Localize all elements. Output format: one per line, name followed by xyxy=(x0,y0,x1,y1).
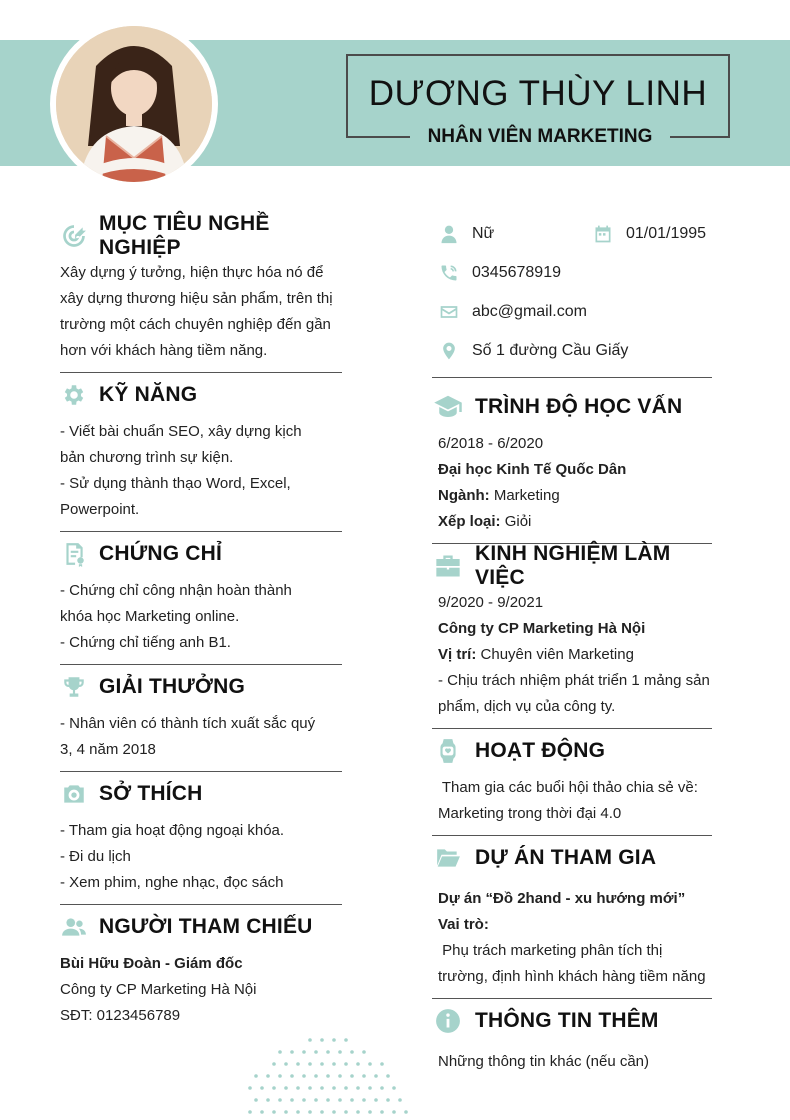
text-line: - Tham gia hoạt động ngoại khóa. xyxy=(60,822,285,839)
email-value: abc@gmail.com xyxy=(472,302,587,320)
decor-dot xyxy=(362,1098,366,1102)
section-hobbies xyxy=(60,772,342,905)
address-value: Số 1 đường Cầu Giấy xyxy=(472,341,629,359)
section-title: HOẠT ĐỘNG xyxy=(475,739,606,762)
decor-dot xyxy=(380,1086,384,1090)
section-header xyxy=(432,729,712,773)
decor-dot xyxy=(278,1050,282,1054)
section-contact xyxy=(432,214,712,378)
text-line: - Đi du lịch xyxy=(60,848,131,865)
decor-dot xyxy=(338,1074,342,1078)
text-line: hơn với khách hàng tiềm năng. xyxy=(60,342,268,359)
decor-dot xyxy=(266,1098,270,1102)
decor-dot xyxy=(368,1062,372,1066)
section-title: MỤC TIÊU NGHỀ NGHIỆP xyxy=(99,212,270,259)
decor-dot xyxy=(344,1062,348,1066)
decor-dot xyxy=(314,1074,318,1078)
decor-dot xyxy=(290,1074,294,1078)
role-label: Vai trò: xyxy=(438,916,489,933)
section-content xyxy=(432,773,712,835)
decor-dot xyxy=(272,1110,276,1114)
decor-dot xyxy=(248,1110,252,1114)
watch-icon xyxy=(432,737,464,765)
section-header xyxy=(60,532,342,576)
section-awards xyxy=(60,665,342,772)
text-line: khóa học Marketing online. xyxy=(60,608,240,625)
decor-dot xyxy=(392,1110,396,1114)
section-header xyxy=(60,665,342,709)
camera-icon xyxy=(60,780,88,808)
project-name: Dự án “Đồ 2hand - xu hướng mới” xyxy=(438,890,686,907)
decor-dot xyxy=(392,1086,396,1090)
decor-dot xyxy=(332,1086,336,1090)
gender-value: Nữ xyxy=(472,224,495,242)
text-line: bản chương trình sự kiện. xyxy=(60,449,234,466)
decor-dot xyxy=(308,1086,312,1090)
text-line: - Chứng chỉ công nhận hoàn thành xyxy=(60,582,292,599)
section-header xyxy=(432,544,712,588)
right-column xyxy=(432,214,712,1083)
decor-dot xyxy=(350,1098,354,1102)
calendar-icon xyxy=(592,223,614,245)
decor-dot xyxy=(302,1050,306,1054)
text-line: - Nhân viên có thành tích xuất sắc quý xyxy=(60,715,316,732)
decor-dot xyxy=(266,1074,270,1078)
text-line: trường, định hình khách hàng tiềm năng xyxy=(438,968,706,985)
text-line: - Xem phim, nghe nhạc, đọc sách xyxy=(60,874,284,891)
section-title: SỞ THÍCH xyxy=(99,782,203,805)
person-icon xyxy=(438,223,460,245)
section-header xyxy=(60,905,342,949)
decor-dot xyxy=(380,1110,384,1114)
decor-dot xyxy=(338,1098,342,1102)
text-line: - Chịu trách nhiệm phát triển 1 mảng sản xyxy=(438,672,710,689)
decor-dot xyxy=(332,1110,336,1114)
decor-dot xyxy=(344,1110,348,1114)
job-title: NHÂN VIÊN MARKETING xyxy=(410,124,670,150)
decor-dot xyxy=(260,1086,264,1090)
text-line: - Viết bài chuẩn SEO, xây dựng kịch xyxy=(60,423,302,440)
section-content xyxy=(60,709,342,771)
decor-dot xyxy=(368,1086,372,1090)
reference-company: Công ty CP Marketing Hà Nội xyxy=(60,981,257,998)
decor-dot xyxy=(308,1062,312,1066)
section-certificates xyxy=(60,532,342,665)
section-title: TRÌNH ĐỘ HỌC VẤN xyxy=(475,395,683,418)
decor-dot xyxy=(368,1110,372,1114)
decor-dot xyxy=(296,1110,300,1114)
decor-dot xyxy=(356,1110,360,1114)
section-title: CHỨNG CHỈ xyxy=(99,542,223,565)
extra-text: Những thông tin khác (nếu cần) xyxy=(438,1053,650,1070)
graduation-cap-icon xyxy=(432,393,464,421)
position-label: Vị trí: xyxy=(438,646,477,663)
major-label: Ngành: xyxy=(438,487,490,504)
decor-dot xyxy=(374,1074,378,1078)
decor-dot xyxy=(320,1086,324,1090)
decor-dot xyxy=(296,1086,300,1090)
section-content xyxy=(432,429,712,543)
section-header xyxy=(60,214,342,258)
email-icon xyxy=(438,301,460,323)
position-value: Chuyên viên Marketing xyxy=(480,646,634,663)
decor-dot xyxy=(308,1110,312,1114)
decor-dot xyxy=(356,1086,360,1090)
dot-pattern xyxy=(236,1034,416,1118)
decor-dot xyxy=(338,1050,342,1054)
decorative-dots xyxy=(236,1034,416,1118)
dob-value: 01/01/1995 xyxy=(626,224,707,242)
decor-dot xyxy=(278,1098,282,1102)
certificate-icon xyxy=(60,540,88,568)
grade-label: Xếp loại: xyxy=(438,513,501,530)
section-title: GIẢI THƯỞNG xyxy=(99,675,246,698)
decor-dot xyxy=(380,1062,384,1066)
text-line: - Chứng chỉ tiếng anh B1. xyxy=(60,634,231,651)
section-content xyxy=(60,949,342,1037)
text-line: - Sử dụng thành thạo Word, Excel, xyxy=(60,475,291,492)
briefcase-icon xyxy=(432,552,464,580)
text-line: Marketing trong thời đại 4.0 xyxy=(438,805,622,822)
decor-dot xyxy=(272,1086,276,1090)
section-education xyxy=(432,385,712,544)
decor-dot xyxy=(350,1074,354,1078)
major-value: Marketing xyxy=(493,487,560,504)
users-icon xyxy=(60,913,88,941)
text-line: xây dựng thương hiệu sản phẩm, trên thị xyxy=(60,290,333,307)
section-content xyxy=(432,588,712,728)
decor-dot xyxy=(332,1062,336,1066)
decor-dot xyxy=(320,1110,324,1114)
decor-dot xyxy=(290,1098,294,1102)
section-header xyxy=(432,999,712,1043)
decor-dot xyxy=(284,1110,288,1114)
decor-dot xyxy=(290,1050,294,1054)
decor-dot xyxy=(404,1110,408,1114)
section-title: THÔNG TIN THÊM xyxy=(475,1009,659,1032)
section-content xyxy=(432,880,712,998)
section-title: DỰ ÁN THAM GIA xyxy=(475,846,657,869)
decor-dot xyxy=(362,1074,366,1078)
section-header xyxy=(60,373,342,417)
avatar-illustration xyxy=(56,26,212,182)
avatar xyxy=(56,26,212,182)
school-name: Đại học Kinh Tế Quốc Dân xyxy=(438,461,627,478)
decor-dot xyxy=(350,1050,354,1054)
decor-dot xyxy=(278,1074,282,1078)
text-line: trường một cách chuyên nghiệp đến gần xyxy=(60,316,331,333)
section-activities xyxy=(432,729,712,836)
section-skills xyxy=(60,373,342,532)
target-icon xyxy=(60,222,88,250)
section-extra-info xyxy=(432,999,712,1083)
section-title: NGƯỜI THAM CHIẾU xyxy=(99,915,313,938)
section-references xyxy=(60,905,342,1037)
full-name: DƯƠNG THÙY LINH xyxy=(368,74,708,113)
section-content xyxy=(60,417,342,531)
education-period: 6/2018 - 6/2020 xyxy=(438,435,544,452)
section-title: KỸ NĂNG xyxy=(99,383,198,406)
section-content xyxy=(60,258,342,372)
decor-dot xyxy=(374,1098,378,1102)
decor-dot xyxy=(356,1062,360,1066)
decor-dot xyxy=(284,1062,288,1066)
gear-icon xyxy=(60,381,88,409)
contact-row xyxy=(432,331,712,370)
decor-dot xyxy=(344,1038,348,1042)
decor-dot xyxy=(362,1050,366,1054)
decor-dot xyxy=(314,1098,318,1102)
text-line: Xây dựng ý tưởng, hiện thực hóa nó để xyxy=(60,264,324,281)
decor-dot xyxy=(296,1062,300,1066)
contact-row xyxy=(432,214,712,253)
decor-dot xyxy=(320,1062,324,1066)
section-content xyxy=(432,1043,712,1083)
decor-dot xyxy=(308,1038,312,1042)
section-content xyxy=(60,576,342,664)
section-objective xyxy=(60,214,342,373)
contact-row xyxy=(432,292,712,331)
decor-dot xyxy=(302,1074,306,1078)
reference-phone: SĐT: 0123456789 xyxy=(60,1007,181,1024)
trophy-icon xyxy=(60,673,88,701)
experience-period: 9/2020 - 9/2021 xyxy=(438,594,544,611)
company-name: Công ty CP Marketing Hà Nội xyxy=(438,620,646,637)
decor-dot xyxy=(320,1038,324,1042)
phone-icon xyxy=(438,262,460,284)
section-experience xyxy=(432,544,712,729)
text-line: phẩm, dịch vụ của công ty. xyxy=(438,698,616,715)
left-column xyxy=(60,214,342,1037)
decor-dot xyxy=(326,1050,330,1054)
decor-dot xyxy=(302,1098,306,1102)
decor-dot xyxy=(386,1098,390,1102)
decor-dot xyxy=(326,1074,330,1078)
text-line: 3, 4 năm 2018 xyxy=(60,741,156,758)
decor-dot xyxy=(332,1038,336,1042)
section-header xyxy=(432,836,712,880)
text-line: Powerpoint. xyxy=(60,501,140,518)
decor-dot xyxy=(344,1086,348,1090)
decor-dot xyxy=(254,1098,258,1102)
decor-dot xyxy=(398,1098,402,1102)
phone-value: 0345678919 xyxy=(472,263,561,281)
decor-dot xyxy=(314,1050,318,1054)
section-header xyxy=(432,385,712,429)
section-header xyxy=(60,772,342,816)
section-content xyxy=(60,816,342,904)
decor-dot xyxy=(326,1098,330,1102)
role-value: Phụ trách marketing phân tích thị xyxy=(438,942,663,959)
location-icon xyxy=(438,340,460,362)
grade-value: Giỏi xyxy=(504,513,532,530)
section-projects xyxy=(432,836,712,999)
decor-dot xyxy=(254,1074,258,1078)
reference-person: Bùi Hữu Đoàn - Giám đốc xyxy=(60,955,243,972)
decor-dot xyxy=(248,1086,252,1090)
decor-dot xyxy=(284,1086,288,1090)
decor-dot xyxy=(386,1074,390,1078)
folder-icon xyxy=(432,844,464,872)
info-icon xyxy=(432,1007,464,1035)
text-line: Tham gia các buổi hội thảo chia sẻ về: xyxy=(438,779,698,796)
decor-dot xyxy=(260,1110,264,1114)
contact-row xyxy=(432,253,712,292)
section-title: KINH NGHIỆM LÀM VIỆC xyxy=(475,542,671,589)
decor-dot xyxy=(272,1062,276,1066)
